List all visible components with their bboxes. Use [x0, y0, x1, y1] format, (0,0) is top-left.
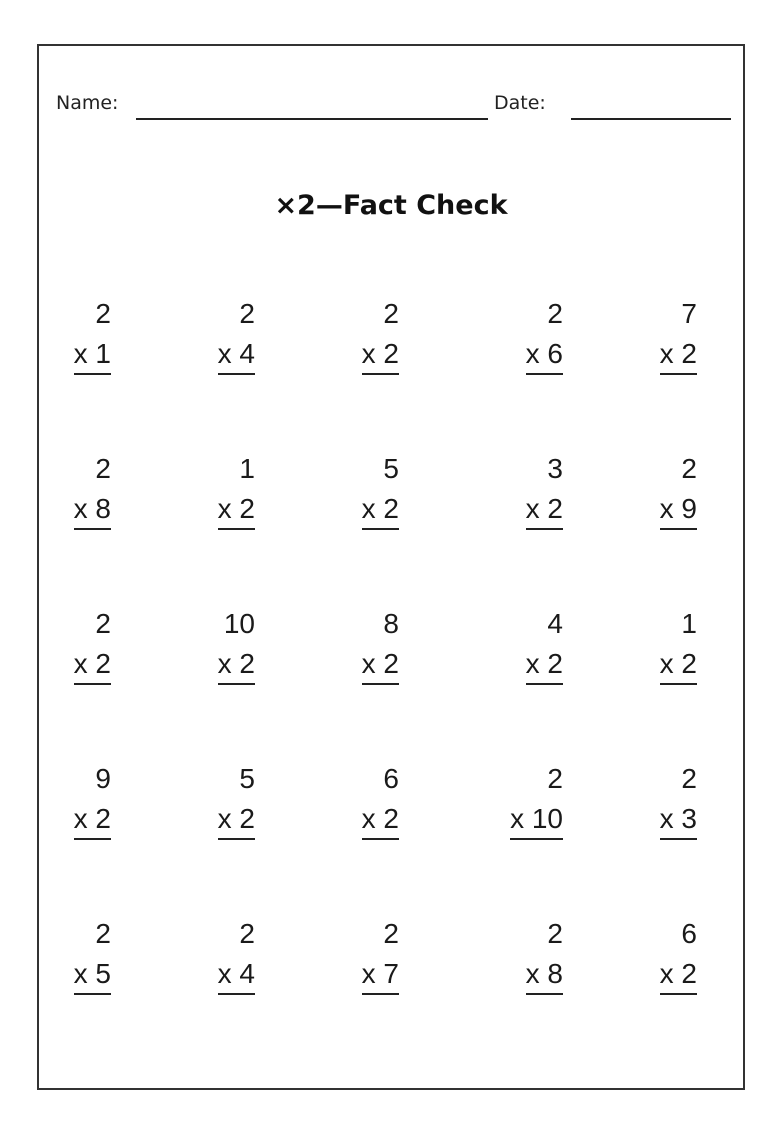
- problem-multiplicand: 2: [547, 298, 563, 329]
- problem-multiplier: x 3: [660, 802, 697, 840]
- problem-multiplicand: 2: [95, 608, 111, 639]
- problem-multiplicand: 2: [547, 763, 563, 794]
- name-field-line[interactable]: [136, 118, 488, 120]
- problem-multiplicand: 2: [547, 918, 563, 949]
- date-label: Date:: [494, 92, 546, 114]
- problem-item: [483, 914, 563, 995]
- problem-multiplicand: 2: [239, 298, 255, 329]
- problem-item: [617, 759, 697, 840]
- problem-multiplier: x 1: [74, 337, 111, 375]
- problem-multiplicand: 5: [239, 763, 255, 794]
- problem-multiplier: x 2: [526, 647, 563, 685]
- problem-multiplier: x 8: [526, 957, 563, 995]
- problem-item: [319, 914, 399, 995]
- problem-item: [31, 449, 111, 530]
- problem-multiplier: x 2: [74, 802, 111, 840]
- problem-multiplicand: 6: [383, 763, 399, 794]
- problem-multiplier: x 2: [660, 337, 697, 375]
- problem-multiplicand: 8: [383, 608, 399, 639]
- problem-multiplier: x 2: [362, 337, 399, 375]
- problem-multiplicand: 2: [95, 298, 111, 329]
- problem-multiplicand: 9: [95, 763, 111, 794]
- problem-item: [31, 604, 111, 685]
- problem-multiplier: x 2: [362, 802, 399, 840]
- problem-item: [31, 914, 111, 995]
- problem-multiplier: x 2: [218, 802, 255, 840]
- problem-multiplier: x 2: [218, 647, 255, 685]
- problem-item: [175, 759, 255, 840]
- problem-item: [319, 294, 399, 375]
- problem-item: [175, 604, 255, 685]
- problem-multiplicand: 5: [383, 453, 399, 484]
- worksheet-page: [37, 44, 745, 1090]
- problem-item: [617, 294, 697, 375]
- problem-multiplicand: 2: [239, 918, 255, 949]
- problem-item: [31, 294, 111, 375]
- problem-item: [175, 449, 255, 530]
- problem-multiplicand: 2: [95, 918, 111, 949]
- problem-item: [319, 604, 399, 685]
- problem-multiplier: x 2: [660, 957, 697, 995]
- problem-multiplier: x 9: [660, 492, 697, 530]
- problem-multiplicand: 7: [681, 298, 697, 329]
- problem-item: [175, 914, 255, 995]
- problem-multiplier: x 8: [74, 492, 111, 530]
- problem-item: [617, 449, 697, 530]
- problem-multiplicand: 4: [547, 608, 563, 639]
- problem-item: [483, 449, 563, 530]
- problem-multiplicand: 2: [95, 453, 111, 484]
- problem-multiplier: x 2: [660, 647, 697, 685]
- problem-multiplicand: 3: [547, 453, 563, 484]
- problem-multiplier: x 2: [218, 492, 255, 530]
- problem-multiplicand: 1: [239, 453, 255, 484]
- problem-multiplier: x 2: [74, 647, 111, 685]
- problem-item: [319, 449, 399, 530]
- problem-multiplier: x 4: [218, 957, 255, 995]
- problem-multiplier: x 2: [526, 492, 563, 530]
- name-label: Name:: [56, 92, 119, 114]
- problem-item: [319, 759, 399, 840]
- worksheet-title: ×2—Fact Check: [274, 190, 508, 221]
- problem-multiplicand: 6: [681, 918, 697, 949]
- worksheet-header: [56, 92, 736, 122]
- problem-item: [175, 294, 255, 375]
- problem-multiplicand: 2: [681, 453, 697, 484]
- problem-multiplier: x 7: [362, 957, 399, 995]
- problem-multiplier: x 10: [510, 802, 563, 840]
- problem-item: [483, 604, 563, 685]
- problem-multiplicand: 2: [383, 298, 399, 329]
- date-field-line[interactable]: [571, 118, 731, 120]
- problem-multiplicand: 2: [681, 763, 697, 794]
- problem-multiplicand: 2: [383, 918, 399, 949]
- problem-item: [483, 759, 563, 840]
- problem-multiplicand: 1: [681, 608, 697, 639]
- problem-item: [483, 294, 563, 375]
- problem-item: [31, 759, 111, 840]
- problem-item: [617, 604, 697, 685]
- problem-multiplier: x 2: [362, 492, 399, 530]
- problem-multiplier: x 2: [362, 647, 399, 685]
- problem-multiplier: x 5: [74, 957, 111, 995]
- problem-item: [617, 914, 697, 995]
- problem-multiplier: x 4: [218, 337, 255, 375]
- problem-multiplicand: 10: [223, 608, 255, 639]
- problem-multiplier: x 6: [526, 337, 563, 375]
